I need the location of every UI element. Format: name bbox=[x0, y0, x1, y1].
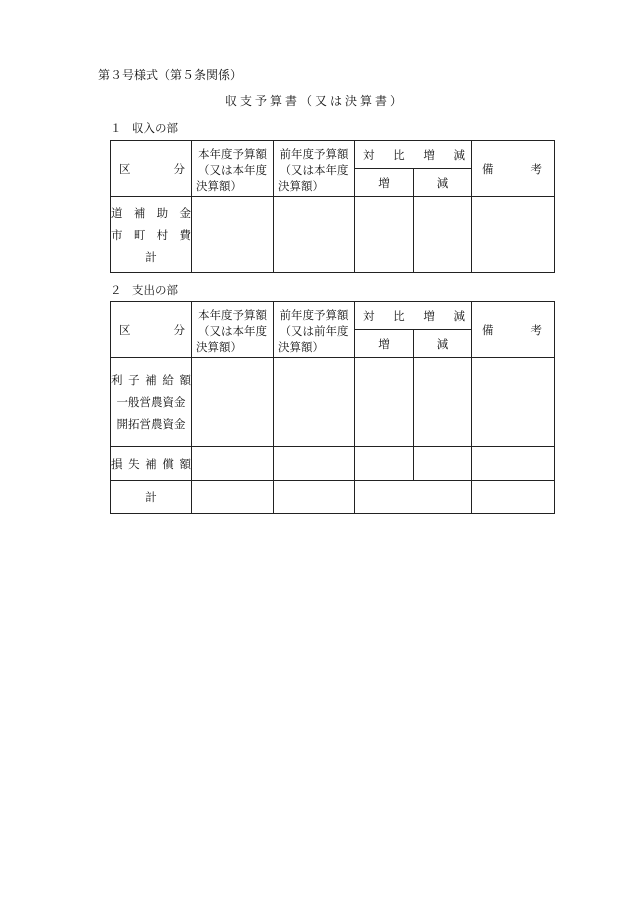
income-section-heading bbox=[110, 120, 178, 136]
income-header-kubun: 区 分 bbox=[111, 141, 192, 197]
income-header-this-year: 本年度予算額 （又は本年度 決算額） bbox=[192, 141, 274, 197]
income-header-increase: 増 bbox=[355, 169, 414, 197]
income-header-prev-year: 前年度予算額 （又は本年度 決算額） bbox=[274, 141, 355, 197]
income-table bbox=[110, 140, 555, 273]
expense-total-prev-year bbox=[274, 481, 355, 514]
income-row-labels bbox=[111, 197, 192, 273]
expense-total-remarks bbox=[472, 481, 555, 514]
expense-header-comparison: 対 比 増 減 bbox=[355, 302, 472, 330]
income-section-title: 収入の部 bbox=[132, 121, 178, 135]
income-cell-remarks bbox=[472, 197, 555, 273]
document-title: 収支予算書（又は決算書） bbox=[224, 94, 405, 108]
form-number: 第３号様式（第５条関係） bbox=[98, 68, 243, 82]
expense-loss-prev-year bbox=[274, 447, 355, 481]
income-cell-decrease bbox=[414, 197, 472, 273]
expense-row-interest-subsidy: 利 子 補 給 額 一般営農資金 開拓営農資金 bbox=[111, 358, 192, 447]
expense-row-pioneer-farming: 開拓営農資金 bbox=[116, 417, 186, 431]
income-row-municipal: 市 町 村 費 bbox=[111, 227, 191, 242]
expense-loss-decrease bbox=[414, 447, 472, 481]
expense-row-loss-compensation: 損 失 補 償 額 bbox=[111, 447, 192, 481]
expense-header-this-year: 本年度予算額 （又は本年度 決算額） bbox=[192, 302, 274, 358]
expense-cell-remarks bbox=[472, 358, 555, 447]
expense-section-title: 支出の部 bbox=[132, 283, 178, 297]
expense-total-this-year bbox=[192, 481, 274, 514]
expense-total-comparison bbox=[355, 481, 472, 514]
expense-header-remarks: 備 考 bbox=[472, 302, 555, 358]
income-row-subsidy: 道 補 助 金 bbox=[111, 205, 191, 220]
expense-cell-prev-year bbox=[274, 358, 355, 447]
expense-cell-decrease bbox=[414, 358, 472, 447]
income-header-remarks: 備 考 bbox=[472, 141, 555, 197]
expense-header-decrease: 減 bbox=[414, 330, 472, 358]
expense-row-total: 計 bbox=[111, 481, 192, 514]
income-section-number: １ bbox=[110, 121, 122, 135]
income-row-total: 計 bbox=[145, 249, 157, 264]
income-cell-increase bbox=[355, 197, 414, 273]
expense-table bbox=[110, 301, 555, 514]
expense-header-kubun: 区 分 bbox=[111, 302, 192, 358]
income-header-comparison: 対 比 増 減 bbox=[355, 141, 472, 169]
expense-loss-remarks bbox=[472, 447, 555, 481]
income-header-decrease: 減 bbox=[414, 169, 472, 197]
expense-loss-increase bbox=[355, 447, 414, 481]
expense-section-number: ２ bbox=[110, 283, 122, 297]
expense-loss-this-year bbox=[192, 447, 274, 481]
expense-header-prev-year: 前年度予算額 （又は前年度 決算額） bbox=[274, 302, 355, 358]
income-cell-prev-year bbox=[274, 197, 355, 273]
expense-cell-this-year bbox=[192, 358, 274, 447]
expense-section-heading bbox=[110, 282, 178, 298]
income-cell-this-year bbox=[192, 197, 274, 273]
expense-row-general-farming: 一般営農資金 bbox=[116, 395, 186, 409]
expense-header-increase: 増 bbox=[355, 330, 414, 358]
expense-cell-increase bbox=[355, 358, 414, 447]
